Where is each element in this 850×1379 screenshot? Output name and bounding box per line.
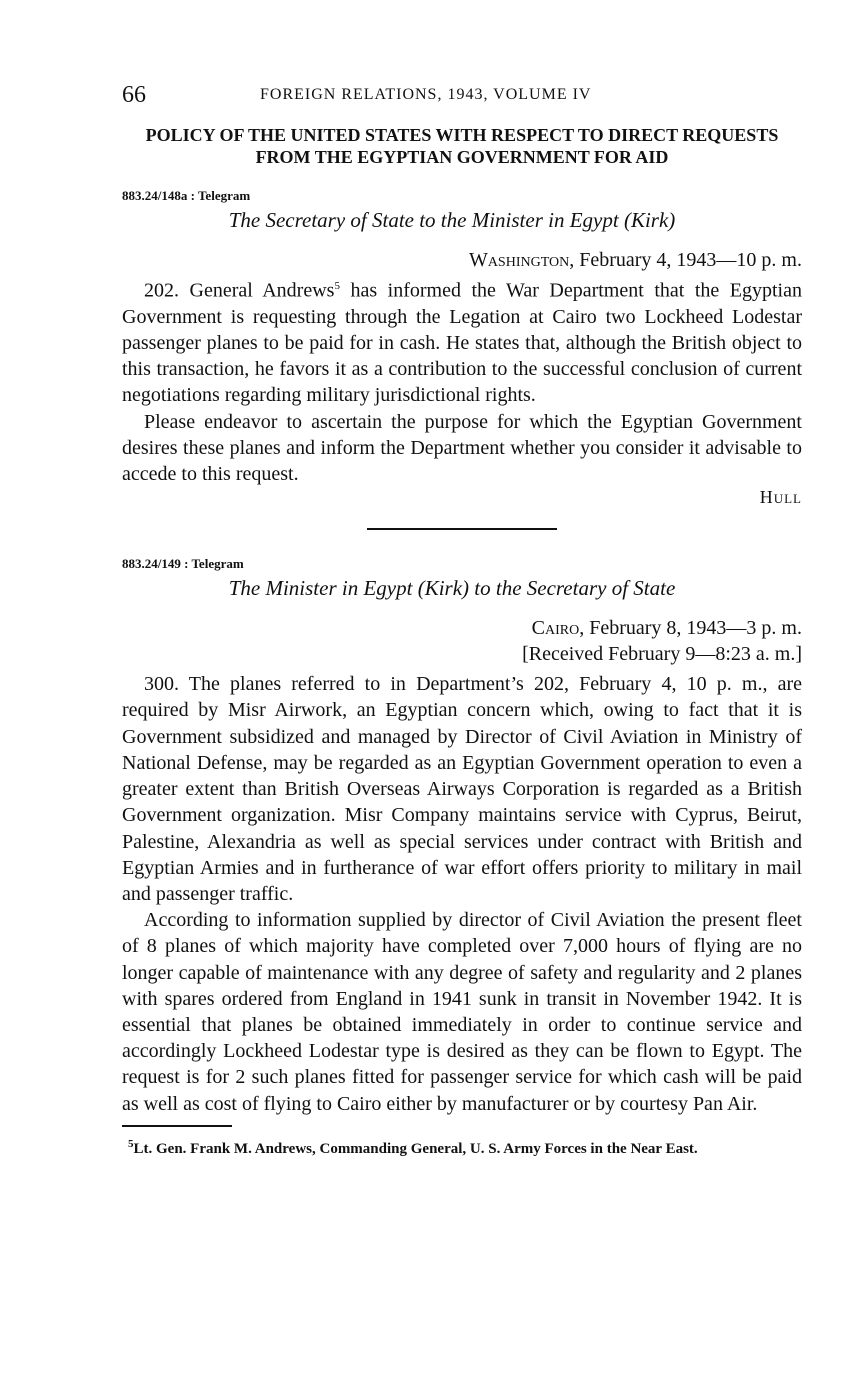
doc1-signature: Hull — [759, 487, 802, 508]
doc2-date: , February 8, 1943—3 p. m. — [579, 617, 802, 640]
footnote — [122, 1135, 802, 1158]
doc1-place: Washington — [468, 249, 570, 271]
doc1-paragraph-2: Please endeavor to ascertain the purpose for which the Egyptian Government desires these planes and inform the Department whether you consider it advisable to accede to this request. — [122, 410, 802, 486]
doc1-para1-start: 202. General Andrews — [144, 279, 335, 302]
footnote-number: 5 — [128, 1137, 134, 1150]
footnote-rule — [122, 1125, 232, 1127]
doc1-paragraph-1 — [122, 273, 802, 409]
section-divider — [367, 528, 557, 530]
doc1-dateline — [122, 247, 802, 273]
doc1-heading: The Secretary of State to the Minister in Egypt (Kirk) — [228, 208, 676, 232]
doc2-place: Cairo — [531, 617, 580, 640]
doc1-date: , February 4, 1943—10 p. m. — [569, 249, 802, 271]
document-page — [122, 80, 802, 1158]
doc2-received: [Received February 9—8:23 a. m.] — [522, 643, 802, 666]
doc2-paragraph-1: 300. The planes referred to in Department’s 202, February 4, 10 p. m., are required by Misr Airwork, an Egyptian concern which, owing to fact that it is Government subsidized and managed by Director of Civil Aviation in Ministry of National Defense, may be regarded as an Egyptian Government operation to even a greater extent than British Overseas Airways Corporation is regarded as a British Government organization. Misr Company maintains service with Cyprus, Beirut, Palestine, Alexandria as well as special services under contract with British and Egyptian Armies and in furtherance of war effort offers priority to military in mail and passenger traffic. — [122, 673, 802, 905]
footnote-marker: 5 — [334, 280, 340, 292]
doc1-file-ref: 883.24/148a : Telegram — [122, 188, 251, 203]
section-title: POLICY OF THE UNITED STATES WITH RESPECT TO DIRECT REQUESTS FROM THE EGYPTIAN GOVERNMENT FOR AID — [145, 125, 779, 167]
doc1-para1-rest: has informed the War Department that the Egyptian Government is requesting through the Legation at Cairo two Lockheed Lodestar passenger planes to be paid for in cash. He states that, although the British object to this transaction, he favors it as a contribution to the successful conclusion of current negotiations regarding military jurisdictional rights. — [122, 279, 802, 407]
doc2-file-ref: 883.24/149 : Telegram — [122, 556, 244, 572]
doc2-paragraph-2: According to information supplied by director of Civil Aviation the present fleet of 8 planes of which majority have completed over 7,000 hours of flying are no longer capable of maintenance with any degree of safety and regularity and 2 planes with spares ordered from England in 1941 sunk in transit in November 1942. It is essential that planes be obtained immediately in order to continue service and accordingly Lockheed Lodestar type is desired as they can be flown to Egypt. The request is for 2 such planes fitted for passenger service for which cash will be paid as well as cost of flying to Cairo either by manufacturer or by courtesy Pan Air. — [122, 909, 802, 1115]
doc2-dateline — [122, 615, 802, 641]
running-title: FOREIGN RELATIONS, 1943, VOLUME IV — [260, 86, 592, 103]
footnote-text: Lt. Gen. Frank M. Andrews, Commanding General, U. S. Army Forces in the Near East. — [133, 1140, 698, 1157]
doc2-heading: The Minister in Egypt (Kirk) to the Secretary of State — [228, 576, 676, 601]
page-number: 66 — [122, 82, 146, 108]
running-header — [122, 80, 802, 114]
